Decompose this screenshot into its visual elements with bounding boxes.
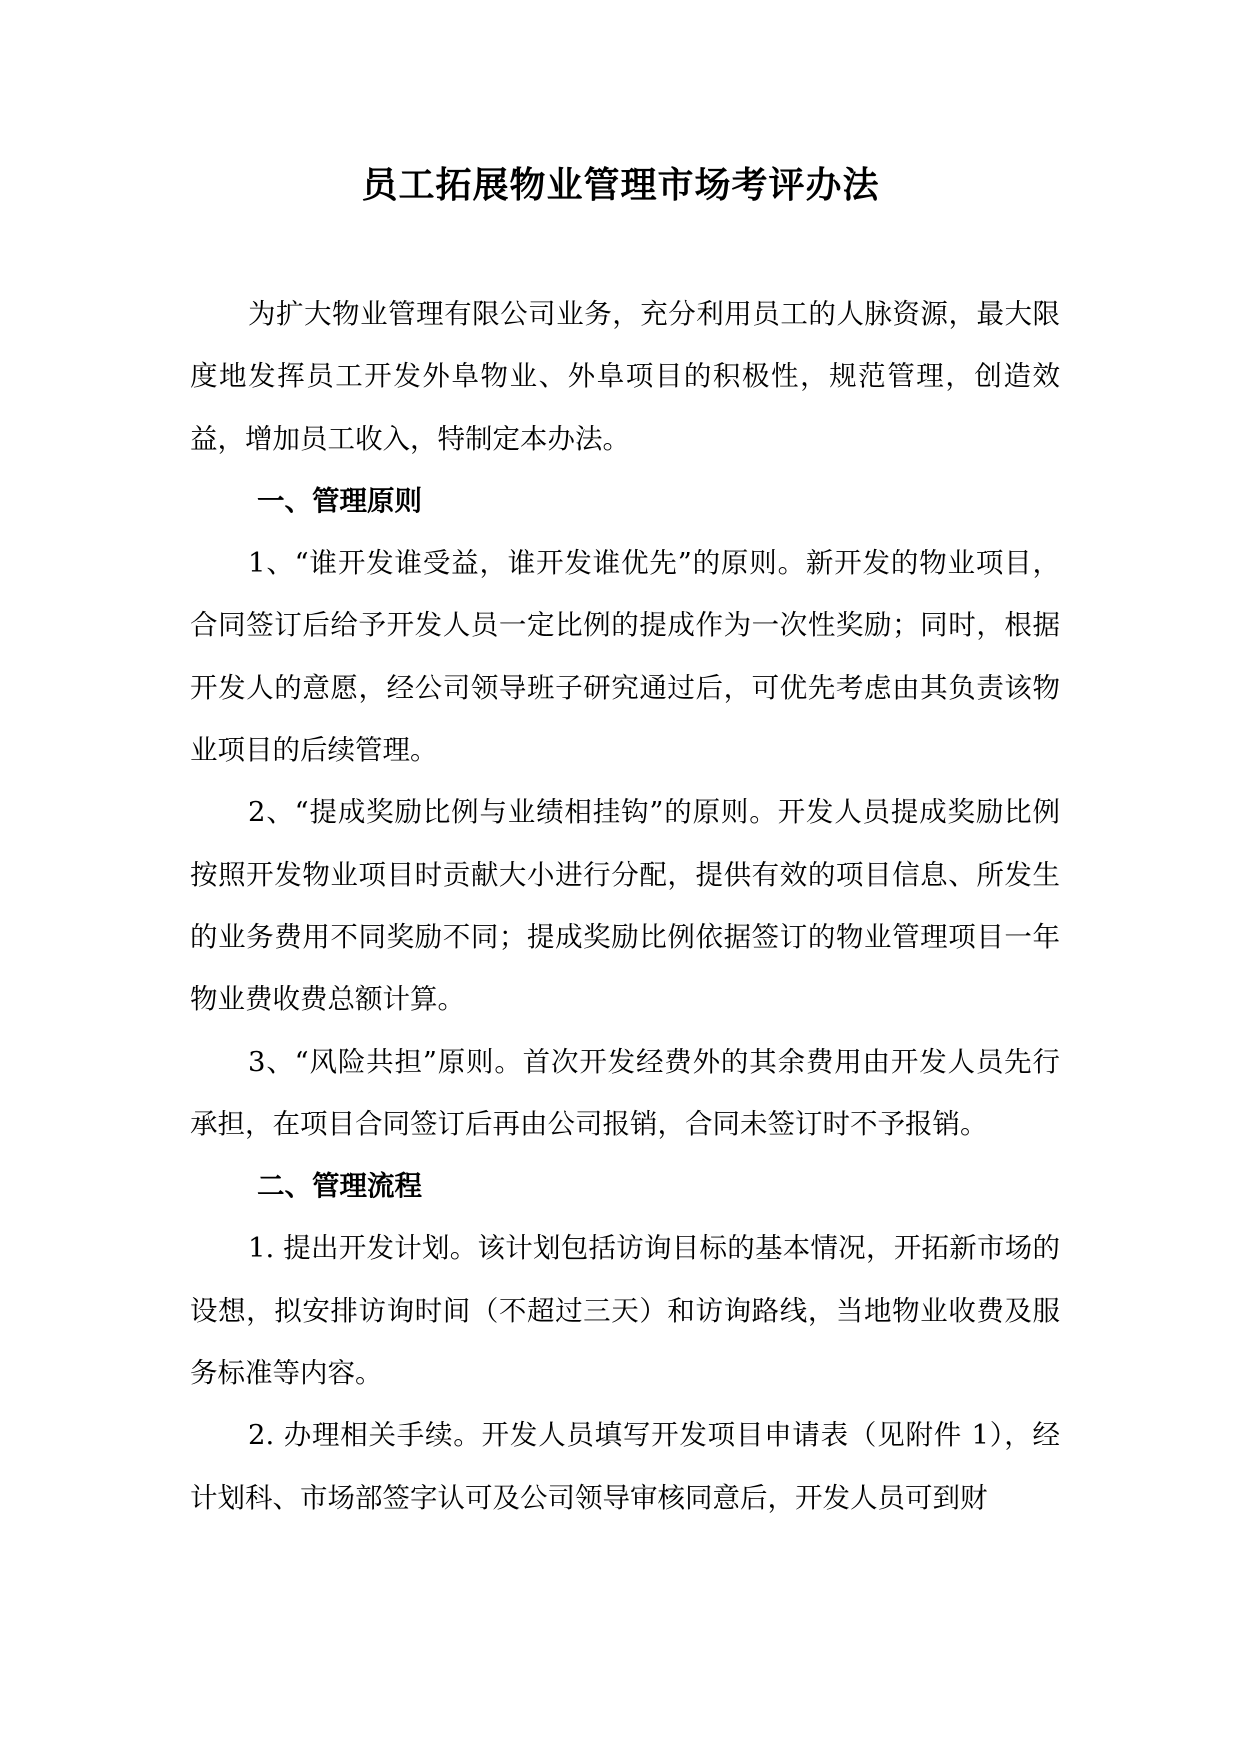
document-body [190, 283, 1060, 1529]
principle-paragraph-2: 2、“提成奖励比例与业绩相挂钩”的原则。开发人员提成奖励比例按照开发物业项目时贡献大小进行分配，提供有效的项目信息、所发生的业务费用不同奖励不同；提成奖励比例依据签订的物业管理项目一年物业费收费总额计算。 [190, 796, 1060, 1016]
section-heading-principles: 一、管理原则 [257, 484, 422, 517]
principle-paragraph-1: 1、“谁开发谁受益，谁开发谁优先”的原则。新开发的物业项目，合同签订后给予开发人员一定比例的提成作为一次性奖励；同时，根据开发人的意愿，经公司领导班子研究通过后，可优先考虑由其负责该物业项目的后续管理。 [190, 547, 1060, 767]
process-paragraph-1: 1. 提出开发计划。该计划包括访询目标的基本情况，开拓新市场的设想，拟安排访询时间（不超过三天）和访询路线，当地物业收费及服务标准等内容。 [190, 1232, 1060, 1390]
intro-paragraph: 为扩大物业管理有限公司业务，充分利用员工的人脉资源，最大限度地发挥员工开发外阜物业、外阜项目的积极性，规范管理，创造效益，增加员工收入，特制定本办法。 [190, 298, 1060, 455]
document-title: 员工拓展物业管理市场考评办法 [361, 165, 880, 206]
section-heading-process: 二、管理流程 [257, 1170, 422, 1203]
principle-paragraph-3: 3、“风险共担”原则。首次开发经费外的其余费用由开发人员先行承担，在项目合同签订后再由公司报销，合同未签订时不予报销。 [190, 1045, 1060, 1140]
process-paragraph-2: 2. 办理相关手续。开发人员填写开发项目申请表（见附件 1），经计划科、市场部签字认可及公司领导审核同意后，开发人员可到财 [190, 1419, 1060, 1514]
